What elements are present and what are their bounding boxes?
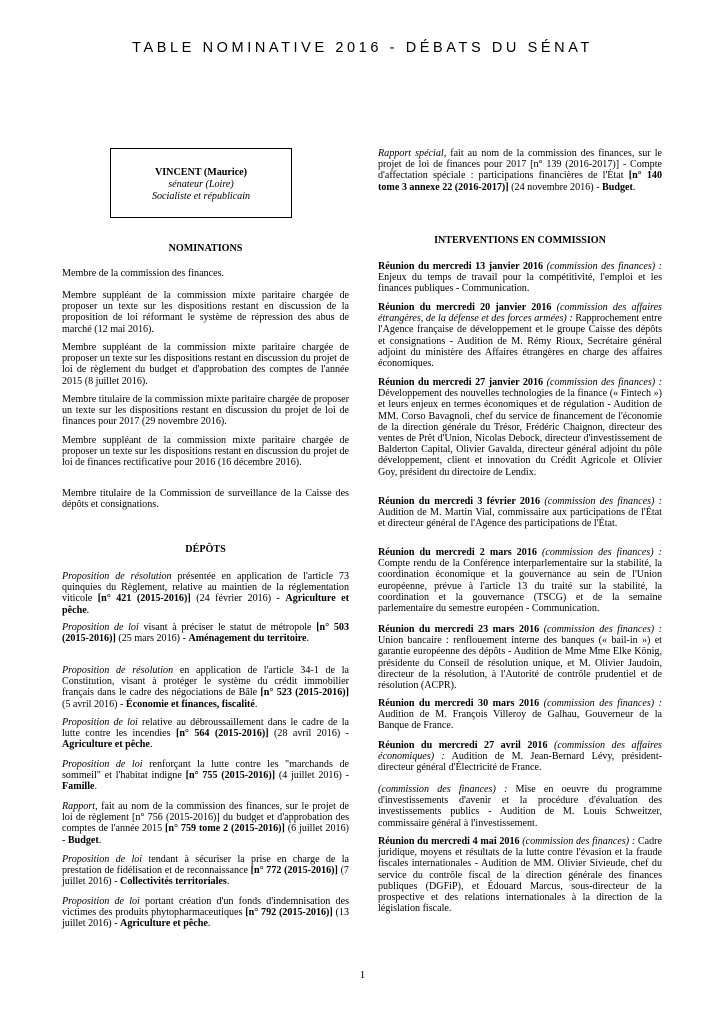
depot-item: Rapport, fait au nom de la commission des finances, sur le projet de loi de règlement [n° 756 (2015-2016)] du budget et d'approbation des comptes de l'année 2015 [n° 759 tome 2 (2015-2016)] (6 juillet 2016) - Budget. [62,801,349,846]
depot-item: Proposition de résolution en application de l'article 34-1 de la Constitution, visant à protéger le système du crédit immobilier français dans le cadre des négociations de Bâle [n° 523 (2015-2016)] (5 avril 2016) - Économie et finances, fiscalité. [62,665,349,710]
intervention-item: Réunion du mercredi 4 mai 2016 (commission des finances) : Cadre juridique, moyens et résultats de la lutte contre l'évasion et la fraude fiscales internationales - Audition de MM. Olivier Sivieude, chef du service du contrôle fiscal de la direction générale des finances publiques (DGFiP), et Édouard Marcus, sous-directeur de la prospective et des relations internationales à la direction de la législation fiscale. [378,836,663,915]
intervention-item: (commission des finances) : Mise en oeuvre du programme d'investissements d'avenir et la procédure d'évaluation des investissements publics - Audition de M. Louis Schweitzer, commissaire général à l'investissement. [378,784,662,829]
depot-item: Proposition de résolution présentée en application de l'article 73 quinquies du Règlement, relative au maintien de la réglementation viticole [n° 421 (2015-2016)] (24 février 2016) - Agriculture et pêche. [62,571,350,616]
intervention-item: Réunion du mercredi 30 mars 2016 (commission des finances) : Audition de M. François Villeroy de Galhau, Gouverneur de la Banque de France. [378,698,663,732]
rapport-special: Rapport spécial, fait au nom de la commission des finances, sur le projet de loi de finances pour 2017 [n° 139 (2016-2017)] - Compte d'affectation spéciale : participations financières de l'État [n° 140 tome 3 annexe 22 (2016-2017)] (24 novembre 2016) - Budget. [378,148,662,193]
nomination-item: Membre titulaire de la commission mixte paritaire chargée de proposer un texte sur les dispositions restant en discussion du projet de loi de finances pour 2017 (29 novembre 2016). [62,394,349,428]
nomination-item: Membre titulaire de la Commission de surveillance de la Caisse des dépôts et consignations. [62,488,349,511]
depots-heading: DÉPÔTS [185,544,226,555]
interventions-heading: INTERVENTIONS EN COMMISSION [434,235,606,246]
intervention-item: Réunion du mercredi 2 mars 2016 (commission des finances) : Compte rendu de la Conférence interparlementaire sur la stabilité, la coordination économique et la gouvernance au sein de l'Union européenne, prévue à l'article 13 du traité sur la stabilité, la coordination et la gouvernance (TSCG) et de la semaine parlementaire du semestre européen - Communication. [378,547,663,615]
person-role: sénateur (Loire) [168,179,234,190]
page-title: TABLE NOMINATIVE 2016 - DÉBATS DU SÉNAT [132,40,593,56]
depot-item: Proposition de loi relative au débroussaillement dans le cadre de la lutte contre les incendies [n° 564 (2015-2016)] (28 avril 2016) - Agriculture et pêche. [62,717,349,751]
person-group: Socialiste et républicain [151,191,251,202]
nomination-item: Membre de la commission des finances. [62,268,225,279]
depot-item: Proposition de loi portant création d'un fonds d'indemnisation des victimes des produits phytopharmaceutiques [n° 792 (2015-2016)] (13 juillet 2016) - Agriculture et pêche. [62,896,349,930]
page-number: 1 [359,969,366,981]
intervention-item: Réunion du mercredi 13 janvier 2016 (commission des finances) : Enjeux du temps de travail pour la compétitivité, l'emploi et les finances publiques - Communication. [378,261,662,295]
intervention-item: Réunion du mercredi 27 janvier 2016 (commission des finances) : Développement des nouvelles technologies de la finance (« Fintech ») et leurs enjeux en termes économiques et de régulation - Audition de MM. Corso Bavagnoli, chef du service de financement de l'économie de la direction générale du Trésor, Frédéric Chaignon, directeur des ventes de Prêt d'Union, Nicolas Debock, directeur d'investissement de Balderton Capital, Olivier Gavalda, directeur général adjoint du pôle développement, client et innovation du Crédit Agricole et Olivier Goy, président du directoire de Lendix. [378,377,662,478]
depot-item: Proposition de loi tendant à sécuriser la prise en charge de la prestation de fidélisation et de reconnaissance [n° 772 (2015-2016)] (7 juillet 2016) - Collectivités territoriales. [62,854,349,888]
intervention-item: Réunion du mercredi 3 février 2016 (commission des finances) : Audition de M. Martin Vial, commissaire aux participations de l'État et directeur général de l'Agence des participations de l'État. [378,496,662,530]
nominations-heading: NOMINATIONS [168,243,243,254]
person-card [110,148,292,218]
intervention-item: Réunion du mercredi 23 mars 2016 (commission des finances) : Union bancaire : renflouement interne des banques (« bail-in ») et garantie européenne des dépôts - Audition de Mme Mme Elke König, présidente du Conseil de résolution unique, et M. Olivier Jaudoin, directeur de la résolution, à l'Autorité de contrôle prudentiel et de résolution (ACPR). [378,624,663,692]
intervention-item: Réunion du mercredi 20 janvier 2016 (commission des affaires étrangères, de la défense et des forces armées) : Rapprochement entre l'Agence française de développement et le groupe Caisse des dépôts et consignations - Audition de M. Rémy Rioux, Secrétaire général adjoint du ministère des Affaires étrangères en charge des affaires économiques. [378,302,663,370]
intervention-item: Réunion du mercredi 27 avril 2016 (commission des affaires économiques) : Audition de M. Jean-Bernard Lévy, président-directeur général d'Électricité de France. [378,740,662,774]
nomination-item: Membre suppléant de la commission mixte paritaire chargée de proposer un texte sur les dispositions restant en discussion du projet de loi de finances rectificative pour 2016 (16 décembre 2016). [62,435,349,469]
nomination-item: Membre suppléant de la commission mixte paritaire chargée de proposer un texte sur les dispositions restant en discussion du projet de loi de règlement du budget et d'approbation des comptes de l'année 2015 (8 juillet 2016). [62,342,349,387]
depot-item: Proposition de loi visant à préciser le statut de métropole [n° 503 (2015-2016)] (25 mars 2016) - Aménagement du territoire. [62,622,349,645]
nomination-item: Membre suppléant de la commission mixte paritaire chargée de proposer un texte sur les dispositions restant en discussion de la proposition de loi réformant le système de répression des abus de marché (12 mai 2016). [62,290,349,335]
person-name: VINCENT (Maurice) [154,167,248,178]
depot-item: Proposition de loi renforçant la lutte contre les "marchands de sommeil" et l'habitat indigne [n° 755 (2015-2016)] (4 juillet 2016) - Famille. [62,759,349,793]
